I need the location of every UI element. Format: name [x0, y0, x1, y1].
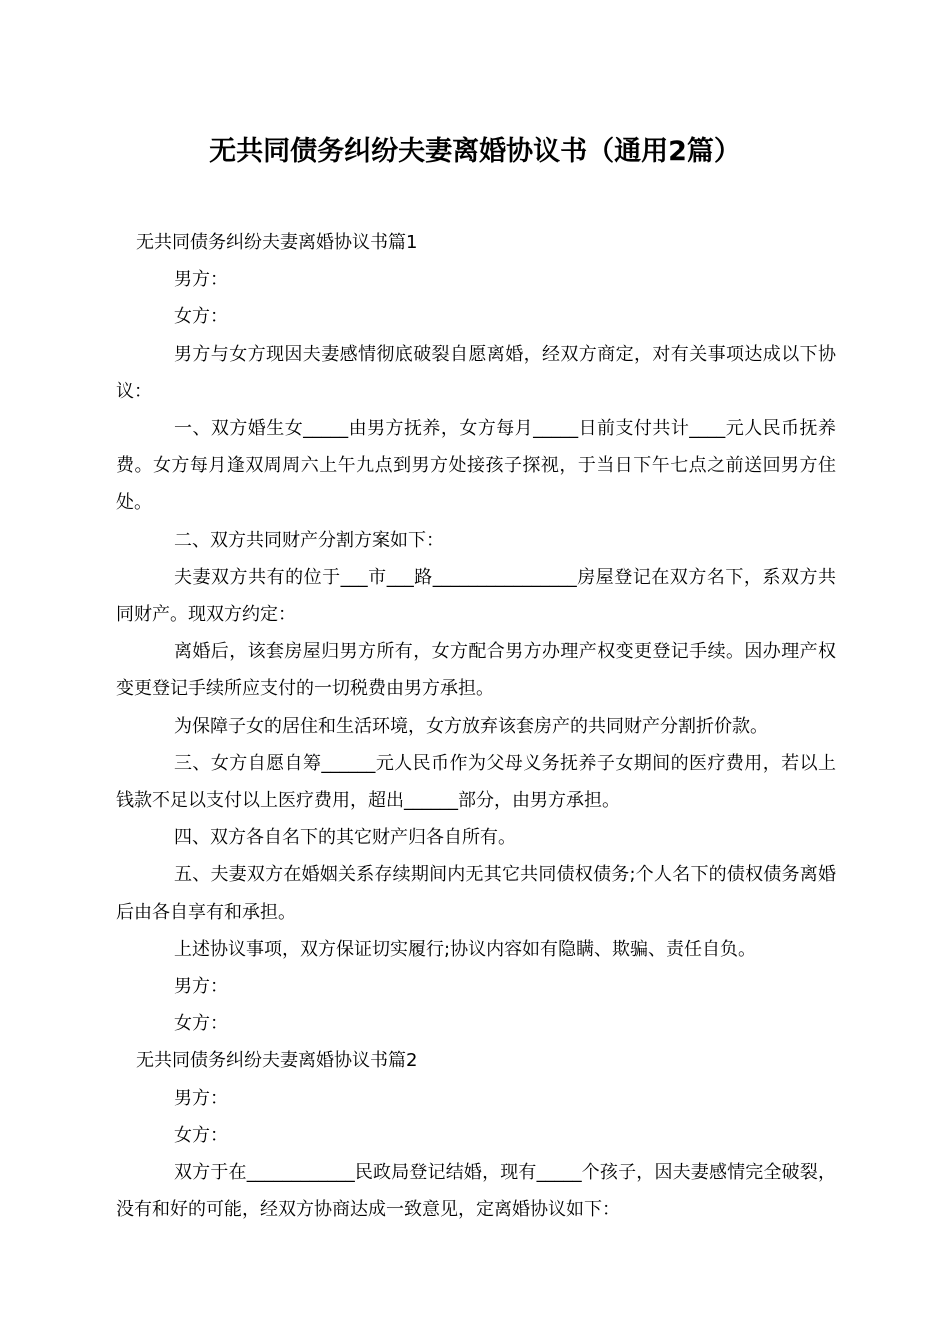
paragraph: 二、双方共同财产分割方案如下：	[174, 529, 444, 551]
paragraph: 男方：	[174, 976, 228, 998]
paragraph: 双方于在____________民政局登记结婚，现有_____个孩子，因夫妻感情完全破裂，没有和好的可能，经双方协商达成一致意见，定离婚协议如下：	[116, 1162, 836, 1221]
paragraph: 夫妻双方共有的位于___市___路________________房屋登记在双方名下，系双方共同财产。现双方约定：	[116, 566, 836, 626]
paragraph: 男方与女方现因夫妻感情彻底破裂自愿离婚，经双方商定，对有关事项达成以下协议：	[116, 343, 836, 402]
paragraph: 离婚后，该套房屋归男方所有，女方配合男方办理产权变更登记手续。因办理产权变更登记手续所应支付的一切税费由男方承担。	[116, 641, 836, 700]
paragraph: 为保障子女的居住和生活环境，女方放弃该套房产的共同财产分割折价款。	[174, 715, 768, 737]
paragraph: 男方：	[174, 1087, 228, 1109]
paragraph: 上述协议事项，双方保证切实履行;协议内容如有隐瞒、欺骗、责任自负。	[174, 938, 757, 960]
paragraph: 三、女方自愿自筹______元人民币作为父母义务抚养子女期间的医疗费用，若以上钱款不足以支付以上医疗费用，超出______部分，由男方承担。	[116, 752, 836, 812]
paragraph: 一、双方婚生女_____由男方抚养，女方每月_____日前支付共计____元人民币抚养费。女方每月逢双周周六上午九点到男方处接孩子探视，于当日下午七点之前送回男方住处。	[116, 418, 836, 514]
document-body	[116, 224, 836, 1228]
section-heading: 无共同债务纠纷夫妻离婚协议书篇2	[136, 1050, 418, 1072]
paragraph: 女方：	[174, 306, 228, 328]
document-title: 无共同债务纠纷夫妻离婚协议书（通用2篇）	[209, 136, 741, 167]
section-heading: 无共同债务纠纷夫妻离婚协议书篇1	[136, 232, 418, 253]
paragraph: 女方：	[174, 1013, 228, 1035]
paragraph: 四、双方各自名下的其它财产归各自所有。	[174, 827, 516, 849]
paragraph: 女方：	[174, 1124, 228, 1146]
paragraph: 五、夫妻双方在婚姻关系存续期间内无其它共同债权债务;个人名下的债权债务离婚后由各自享有和承担。	[116, 864, 836, 923]
paragraph: 男方：	[174, 269, 228, 291]
